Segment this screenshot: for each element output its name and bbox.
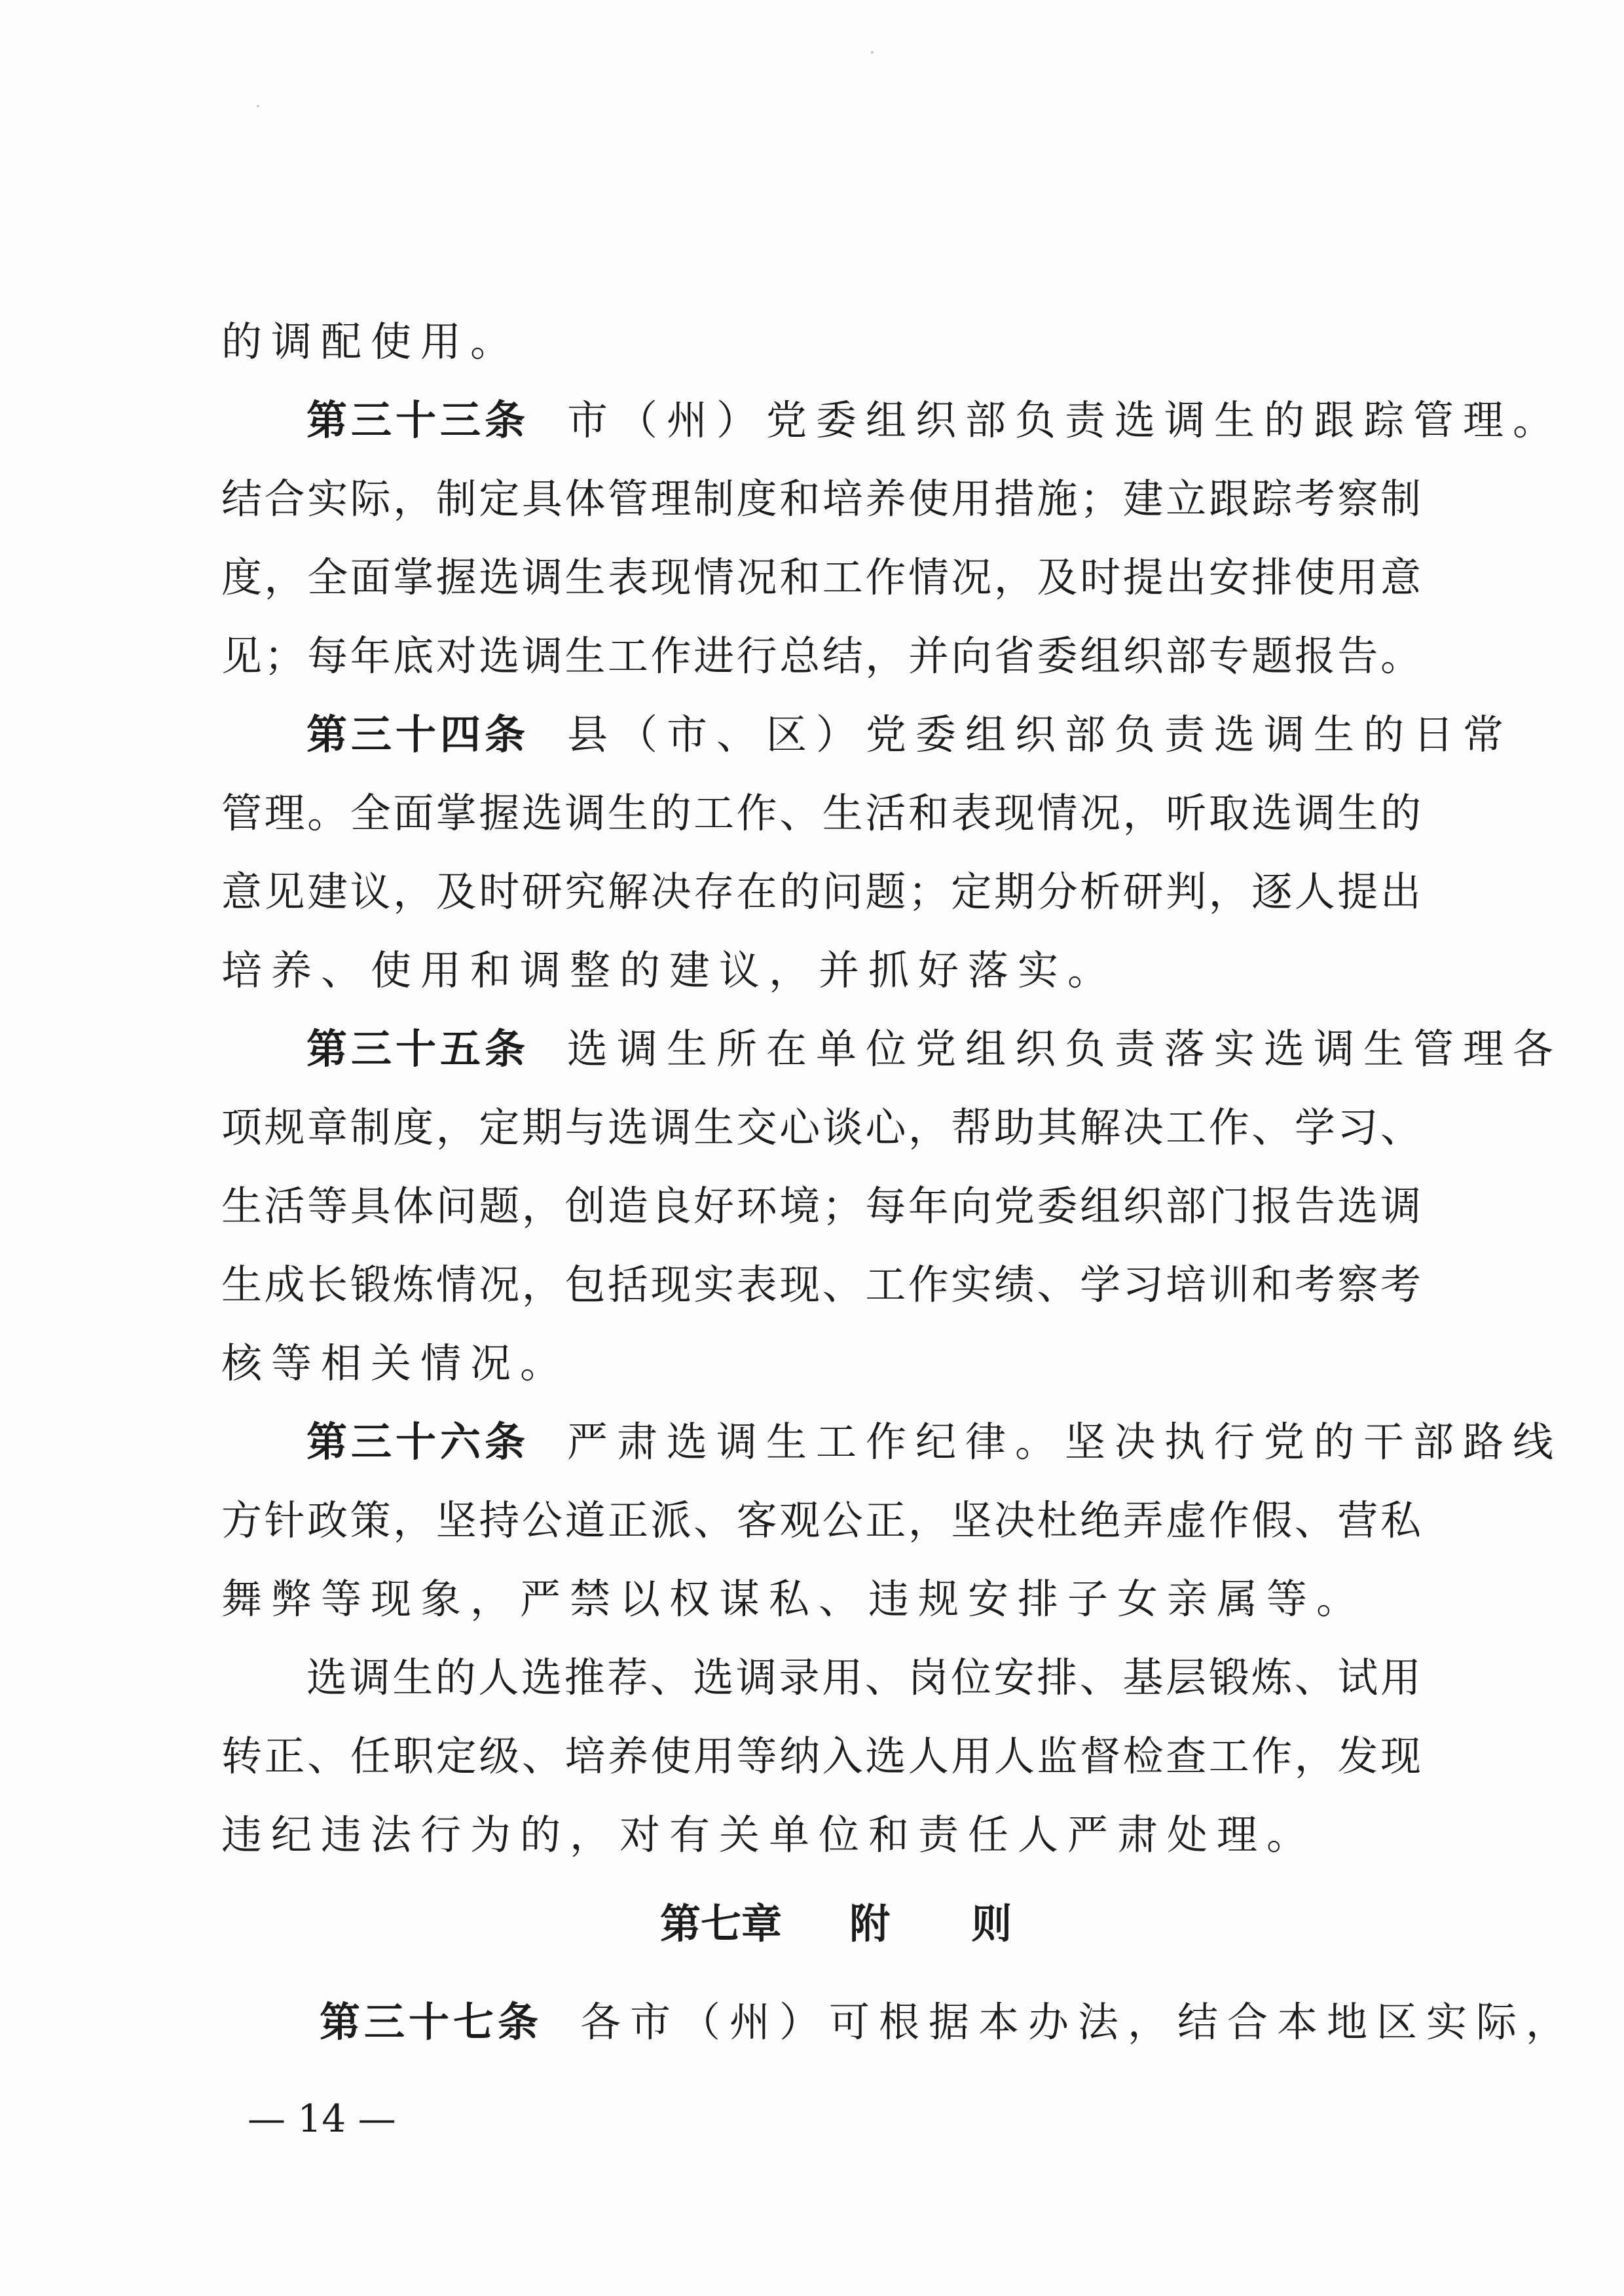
- text-line: [0, 551, 1624, 604]
- article-label: 第三十六条: [306, 1418, 530, 1466]
- text-line: [0, 1652, 1624, 1704]
- article-text: 严肃选调生工作纪律。坚决执行党的干部路线: [567, 1418, 1563, 1466]
- article-text: 选调生所在单位党组织负责落实选调生管理各: [567, 1025, 1563, 1073]
- body-text: 项规章制度，定期与选调生交心谈心，帮助其解决工作、学习、: [221, 1103, 1421, 1151]
- text-line: [0, 473, 1624, 525]
- article-label: 第三十四条: [306, 711, 530, 758]
- body-text: 培养、使用和调整的建议，并抓好落实。: [221, 946, 1118, 994]
- article-heading-line: [0, 394, 1624, 447]
- article-heading-line: [0, 1023, 1624, 1075]
- article-heading-line: [0, 1996, 1624, 2048]
- text-line: [0, 944, 1624, 997]
- article-text: 县（市、区）党委组织部负责选调生的日常: [567, 711, 1513, 758]
- body-text: 结合实际，制定具体管理制度和培养使用措施；建立跟踪考察制: [221, 475, 1421, 523]
- body-text: 舞弊等现象，严禁以权谋私、违规安排子女亲属等。: [221, 1575, 1367, 1623]
- text-line: [0, 787, 1624, 840]
- body-text: 方针政策，坚持公道正派、客观公正，坚决杜绝弄虚作假、营私: [221, 1496, 1421, 1544]
- scan-speck: [871, 51, 874, 54]
- article-heading-line: [0, 1416, 1624, 1468]
- scan-speck: [257, 105, 259, 107]
- text-line: [0, 316, 1624, 368]
- body-text: 的调配使用。: [221, 318, 521, 365]
- article-label: 第三十七条: [320, 1998, 543, 2046]
- text-line: [0, 1259, 1624, 1311]
- page-number: — 14 —: [248, 2096, 396, 2141]
- text-line: [0, 1730, 1624, 1783]
- body-text: 生活等具体问题，创造良好环境；每年向党委组织部门报告选调: [221, 1182, 1421, 1230]
- article-text: 各市（州）可根据本办法，结合本地区实际，: [580, 1998, 1576, 2046]
- text-line: [0, 1337, 1624, 1390]
- article-text: 市（州）党委组织部负责选调生的跟踪管理。: [567, 396, 1563, 444]
- body-text: 转正、任职定级、培养使用等纳入选人用人监督检查工作，发现: [221, 1732, 1421, 1780]
- body-text: 见；每年底对选调生工作进行总结，并向省委组织部专题报告。: [221, 632, 1421, 680]
- article-label: 第三十三条: [306, 396, 530, 444]
- body-text: 生成长锻炼情况，包括现实表现、工作实绩、学习培训和考察考: [221, 1261, 1421, 1308]
- text-line: [0, 1494, 1624, 1547]
- chapter-title: [660, 1898, 1012, 1950]
- text-line: [0, 1102, 1624, 1154]
- text-line: [0, 1180, 1624, 1232]
- body-text: 违纪违法行为的，对有关单位和责任人严肃处理。: [221, 1811, 1317, 1859]
- text-line: [0, 630, 1624, 682]
- text-line: [0, 1573, 1624, 1625]
- body-text: 意见建议，及时研究解决存在的问题；定期分析研判，逐人提出: [221, 868, 1421, 916]
- chapter-name: 附 则: [849, 1900, 1012, 1948]
- body-text: 核等相关情况。: [221, 1339, 570, 1387]
- text-line: [0, 1809, 1624, 1861]
- body-text: 度，全面掌握选调生表现情况和工作情况，及时提出安排使用意: [221, 553, 1421, 601]
- article-heading-line: [0, 709, 1624, 761]
- body-text: 选调生的人选推荐、选调录用、岗位安排、基层锻炼、试用: [306, 1654, 1421, 1701]
- text-line: [0, 866, 1624, 918]
- body-text: 管理。全面掌握选调生的工作、生活和表现情况，听取选调生的: [221, 789, 1421, 837]
- article-label: 第三十五条: [306, 1025, 530, 1073]
- chapter-number: 第七章: [660, 1900, 783, 1948]
